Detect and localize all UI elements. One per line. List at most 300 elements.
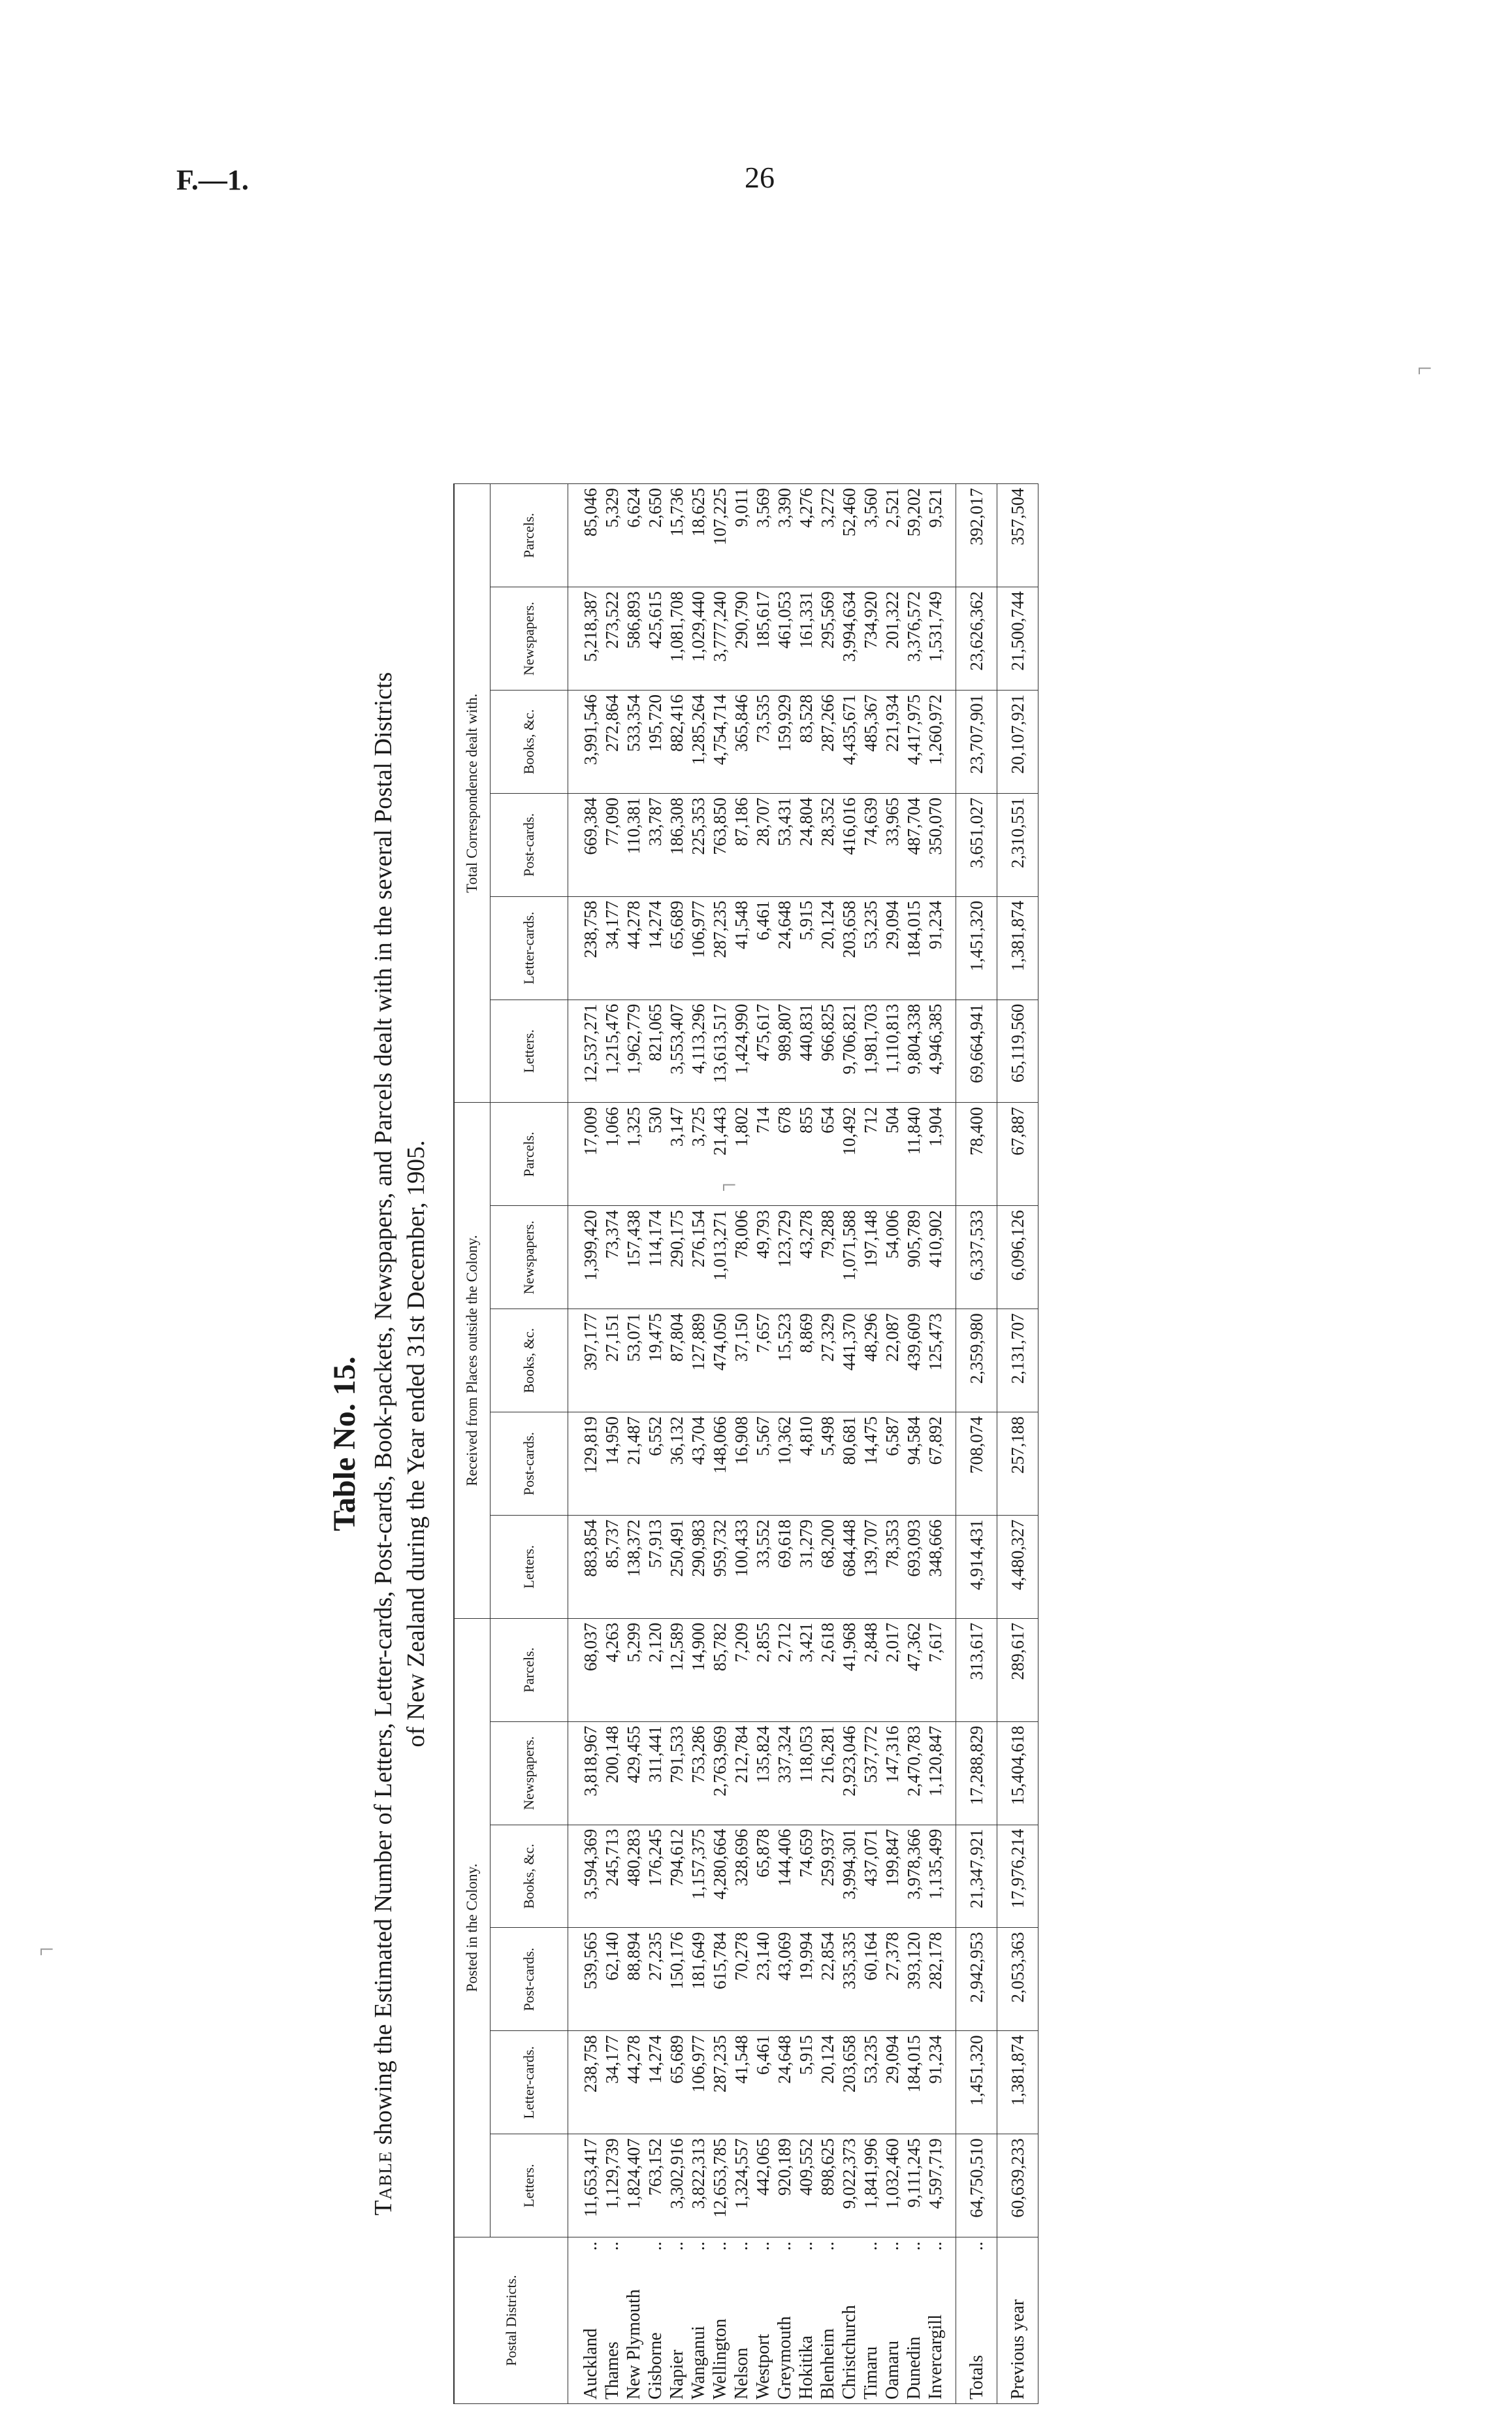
posted-value: 1,451,320	[956, 2031, 997, 2134]
posted-value: 335,335	[839, 1928, 860, 2031]
district-label: Christchurch	[839, 2305, 860, 2399]
received-value: 8,869	[796, 1309, 817, 1412]
posted-value: 147,316	[882, 1721, 903, 1825]
total-value: 734,920	[860, 587, 882, 691]
total-value: 440,831	[796, 1000, 817, 1103]
table-row	[817, 484, 839, 2404]
total-value: 34,177	[602, 896, 623, 1000]
posted-value: 144,406	[774, 1825, 796, 1928]
received-value: 27,329	[817, 1309, 839, 1412]
posted-value: 537,772	[860, 1721, 882, 1825]
total-value: 225,353	[688, 793, 709, 896]
posted-value: 6,461	[752, 2031, 774, 2134]
total-value: 106,977	[688, 896, 709, 1000]
total-value: 65,689	[666, 896, 688, 1000]
total-value: 3,569	[752, 484, 774, 587]
total-value: 3,272	[817, 484, 839, 587]
posted-value: 14,900	[688, 1618, 709, 1721]
district-name	[774, 2237, 796, 2404]
received-value: 439,609	[903, 1309, 925, 1412]
header-group-total: Total Correspondence dealt with.	[454, 484, 491, 1103]
table-row	[903, 484, 925, 2404]
received-value: 87,804	[666, 1309, 688, 1412]
total-value: 3,560	[860, 484, 882, 587]
table-row	[925, 484, 956, 2404]
posted-value: 539,565	[568, 1928, 602, 2031]
header-total-col-2: Post-cards.	[491, 793, 568, 896]
total-value: 4,113,296	[688, 1000, 709, 1103]
total-value: 33,965	[882, 793, 903, 896]
total-value: 18,625	[688, 484, 709, 587]
posted-value: 3,818,967	[568, 1721, 602, 1825]
received-value: 67,892	[925, 1412, 956, 1516]
header-posted-col-2: Post-cards.	[491, 1928, 568, 2031]
total-value: 882,416	[666, 691, 688, 794]
total-value: 6,624	[623, 484, 645, 587]
received-value: 14,950	[602, 1412, 623, 1516]
total-value: 3,991,546	[568, 691, 602, 794]
posted-value: 289,617	[997, 1618, 1038, 1721]
received-value: 714	[752, 1103, 774, 1206]
posted-value: 282,178	[925, 1928, 956, 2031]
total-value: 3,777,240	[709, 587, 731, 691]
total-value: 989,807	[774, 1000, 796, 1103]
district-label: New Plymouth	[624, 2289, 644, 2399]
total-value: 28,352	[817, 793, 839, 896]
total-value: 1,110,813	[882, 1000, 903, 1103]
total-value: 1,260,972	[925, 691, 956, 794]
header-total-col-5: Parcels.	[491, 484, 568, 587]
district-name	[796, 2237, 817, 2404]
total-value: 23,626,362	[956, 587, 997, 691]
received-value: 410,902	[925, 1206, 956, 1309]
table-row	[568, 484, 602, 2404]
page-header-reference: F.—1.	[176, 164, 249, 196]
total-value: 5,329	[602, 484, 623, 587]
total-value: 763,850	[709, 793, 731, 896]
received-value: 15,523	[774, 1309, 796, 1412]
leader-dots: ..	[732, 2241, 752, 2251]
district-name	[688, 2237, 709, 2404]
district-name	[997, 2237, 1038, 2404]
received-value: 31,279	[796, 1515, 817, 1618]
received-value: 3,725	[688, 1103, 709, 1206]
total-value: 53,431	[774, 793, 796, 896]
received-value: 1,802	[731, 1103, 752, 1206]
leader-dots: ..	[966, 2241, 987, 2251]
total-value: 3,390	[774, 484, 796, 587]
total-value: 9,521	[925, 484, 956, 587]
district-label: Totals	[966, 2354, 987, 2399]
posted-value: 24,648	[774, 2031, 796, 2134]
leader-dots: ..	[775, 2241, 795, 2251]
total-value: 41,548	[731, 896, 752, 1000]
posted-value: 62,140	[602, 1928, 623, 2031]
leader-dots: ..	[602, 2241, 622, 2251]
received-value: 21,443	[709, 1103, 731, 1206]
total-value: 3,651,027	[956, 793, 997, 896]
received-value: 49,793	[752, 1206, 774, 1309]
district-name	[645, 2237, 666, 2404]
total-value: 9,706,821	[839, 1000, 860, 1103]
leader-dots: ..	[925, 2241, 946, 2251]
leader-dots: ..	[710, 2241, 730, 2251]
received-value: 530	[645, 1103, 666, 1206]
received-value: 79,288	[817, 1206, 839, 1309]
posted-value: 181,649	[688, 1928, 709, 2031]
leader-dots: ..	[882, 2241, 903, 2251]
received-value: 290,175	[666, 1206, 688, 1309]
rotated-table-frame	[327, 470, 1228, 2417]
received-value: 43,704	[688, 1412, 709, 1516]
leader-dots: ..	[818, 2241, 838, 2251]
received-value: 7,657	[752, 1309, 774, 1412]
posted-value: 68,037	[568, 1618, 602, 1721]
district-name	[752, 2237, 774, 2404]
posted-value: 17,976,214	[997, 1825, 1038, 1928]
total-value: 365,846	[731, 691, 752, 794]
leader-dots: ..	[667, 2241, 687, 2251]
total-value: 28,707	[752, 793, 774, 896]
received-value: 257,188	[997, 1412, 1038, 1516]
posted-value: 47,362	[903, 1618, 925, 1721]
total-value: 44,278	[623, 896, 645, 1000]
total-value: 201,322	[882, 587, 903, 691]
posted-value: 88,894	[623, 1928, 645, 2031]
posted-value: 106,977	[688, 2031, 709, 2134]
received-value: 85,737	[602, 1515, 623, 1618]
total-value: 20,124	[817, 896, 839, 1000]
district-label: Auckland	[581, 2328, 601, 2399]
received-value: 80,681	[839, 1412, 860, 1516]
received-value: 69,618	[774, 1515, 796, 1618]
received-value: 4,914,431	[956, 1515, 997, 1618]
posted-value: 2,763,969	[709, 1721, 731, 1825]
caption-line-1: showing the Estimated Number of Letters, Letter-cards, Post-cards, Book-packets, Newspapers, and Parcels dealt with in the several Postal Districts	[370, 672, 397, 2145]
posted-value: 3,421	[796, 1618, 817, 1721]
posted-value: 7,617	[925, 1618, 956, 1721]
total-value: 69,664,941	[956, 1000, 997, 1103]
total-value: 185,617	[752, 587, 774, 691]
received-value: 397,177	[568, 1309, 602, 1412]
received-value: 883,854	[568, 1515, 602, 1618]
posted-value: 2,470,783	[903, 1721, 925, 1825]
received-value: 53,071	[623, 1309, 645, 1412]
leader-dots: ..	[688, 2241, 709, 2251]
district-name	[956, 2237, 997, 2404]
received-value: 6,337,533	[956, 1206, 997, 1309]
total-value: 9,011	[731, 484, 752, 587]
received-value: 10,492	[839, 1103, 860, 1206]
total-value: 9,804,338	[903, 1000, 925, 1103]
received-value: 1,013,271	[709, 1206, 731, 1309]
total-value: 110,381	[623, 793, 645, 896]
district-label: Previous year	[1007, 2299, 1028, 2399]
posted-value: 60,639,233	[997, 2134, 1038, 2237]
received-value: 78,353	[882, 1515, 903, 1618]
district-name	[709, 2237, 731, 2404]
received-value: 2,359,980	[956, 1309, 997, 1412]
received-value: 959,732	[709, 1515, 731, 1618]
table-row	[860, 484, 882, 2404]
total-value: 29,094	[882, 896, 903, 1000]
posted-value: 2,942,953	[956, 1928, 997, 2031]
leader-dots: ..	[796, 2241, 816, 2251]
received-value: 2,131,707	[997, 1309, 1038, 1412]
received-value: 712	[860, 1103, 882, 1206]
received-value: 250,491	[666, 1515, 688, 1618]
header-posted-col-3: Books, &c.	[491, 1825, 568, 1928]
header-posted-col-4: Newspapers.	[491, 1721, 568, 1825]
received-value: 36,132	[666, 1412, 688, 1516]
received-value: 474,050	[709, 1309, 731, 1412]
posted-value: 3,994,301	[839, 1825, 860, 1928]
posted-value: 7,209	[731, 1618, 752, 1721]
total-value: 195,720	[645, 691, 666, 794]
received-value: 21,487	[623, 1412, 645, 1516]
leader-dots: ..	[861, 2241, 881, 2251]
posted-value: 27,235	[645, 1928, 666, 2031]
header-received-col-2: Books, &c.	[491, 1309, 568, 1412]
posted-value: 176,245	[645, 1825, 666, 1928]
posted-value: 41,548	[731, 2031, 752, 2134]
received-value: 6,096,126	[997, 1206, 1038, 1309]
total-value: 1,285,264	[688, 691, 709, 794]
posted-value: 199,847	[882, 1825, 903, 1928]
received-value: 1,904	[925, 1103, 956, 1206]
posted-value: 14,274	[645, 2031, 666, 2134]
posted-value: 337,324	[774, 1721, 796, 1825]
posted-value: 1,381,874	[997, 2031, 1038, 2134]
posted-value: 328,696	[731, 1825, 752, 1928]
posted-value: 12,589	[666, 1618, 688, 1721]
posted-value: 118,053	[796, 1721, 817, 1825]
total-value: 159,929	[774, 691, 796, 794]
received-value: 290,983	[688, 1515, 709, 1618]
total-value: 161,331	[796, 587, 817, 691]
header-received-col-1: Post-cards.	[491, 1412, 568, 1516]
posted-value: 1,841,996	[860, 2134, 882, 2237]
table-row	[602, 484, 623, 2404]
total-value: 3,553,407	[666, 1000, 688, 1103]
posted-value: 65,878	[752, 1825, 774, 1928]
table-row	[839, 484, 860, 2404]
header-received-col-0: Letters.	[491, 1515, 568, 1618]
posted-value: 12,653,785	[709, 2134, 731, 2237]
posted-value: 74,659	[796, 1825, 817, 1928]
header-posted-col-1: Letter-cards.	[491, 2031, 568, 2134]
district-name	[602, 2237, 623, 2404]
total-value: 5,915	[796, 896, 817, 1000]
posted-value: 34,177	[602, 2031, 623, 2134]
caption-lead: Table	[370, 2151, 397, 2216]
total-value: 53,235	[860, 896, 882, 1000]
posted-value: 409,552	[796, 2134, 817, 2237]
leader-dots: ..	[581, 2241, 601, 2251]
received-value: 148,066	[709, 1412, 731, 1516]
scan-mark: ⌐	[722, 1170, 737, 1199]
total-value: 13,613,517	[709, 1000, 731, 1103]
scan-mark: ⌐	[39, 1934, 54, 1964]
posted-value: 2,618	[817, 1618, 839, 1721]
received-value: 1,399,420	[568, 1206, 602, 1309]
received-value: 1,325	[623, 1103, 645, 1206]
caption-line-2: of New Zealand during the Year ended 31st December, 1905.	[402, 1140, 430, 1748]
district-label: Greymouth	[775, 2316, 795, 2399]
district-label: Nelson	[732, 2347, 752, 2399]
district-name	[623, 2237, 645, 2404]
received-value: 19,475	[645, 1309, 666, 1412]
header-posted-col-5: Parcels.	[491, 1618, 568, 1721]
received-value: 4,810	[796, 1412, 817, 1516]
table-row	[709, 484, 731, 2404]
received-value: 78,006	[731, 1206, 752, 1309]
posted-value: 65,689	[666, 2031, 688, 2134]
posted-value: 2,017	[882, 1618, 903, 1721]
district-name	[903, 2237, 925, 2404]
received-value: 139,707	[860, 1515, 882, 1618]
received-value: 100,433	[731, 1515, 752, 1618]
received-value: 6,552	[645, 1412, 666, 1516]
table-row	[882, 484, 903, 2404]
district-label: Gisborne	[645, 2332, 666, 2399]
posted-value: 1,120,847	[925, 1721, 956, 1825]
received-value: 17,009	[568, 1103, 602, 1206]
posted-value: 615,784	[709, 1928, 731, 2031]
received-value: 504	[882, 1103, 903, 1206]
received-value: 4,480,327	[997, 1515, 1038, 1618]
posted-value: 3,822,313	[688, 2134, 709, 2237]
leader-dots: ..	[645, 2241, 666, 2251]
total-value: 184,015	[903, 896, 925, 1000]
posted-value: 1,032,460	[882, 2134, 903, 2237]
posted-value: 5,915	[796, 2031, 817, 2134]
posted-value: 5,299	[623, 1618, 645, 1721]
posted-value: 442,065	[752, 2134, 774, 2237]
total-value: 15,736	[666, 484, 688, 587]
posted-value: 4,280,664	[709, 1825, 731, 1928]
total-value: 295,569	[817, 587, 839, 691]
table-row	[623, 484, 645, 2404]
received-value: 1,066	[602, 1103, 623, 1206]
district-name	[731, 2237, 752, 2404]
total-value: 821,065	[645, 1000, 666, 1103]
received-value: 16,908	[731, 1412, 752, 1516]
header-total-col-4: Newspapers.	[491, 587, 568, 691]
posted-value: 313,617	[956, 1618, 997, 1721]
posted-value: 53,235	[860, 2031, 882, 2134]
received-value: 138,372	[623, 1515, 645, 1618]
total-value: 392,017	[956, 484, 997, 587]
posted-value: 259,937	[817, 1825, 839, 1928]
total-value: 238,758	[568, 896, 602, 1000]
posted-value: 480,283	[623, 1825, 645, 1928]
posted-value: 2,848	[860, 1618, 882, 1721]
district-name	[882, 2237, 903, 2404]
posted-value: 15,404,618	[997, 1721, 1038, 1825]
total-value: 487,704	[903, 793, 925, 896]
received-value: 708,074	[956, 1412, 997, 1516]
received-value: 441,370	[839, 1309, 860, 1412]
district-label: Dunedin	[904, 2336, 924, 2399]
total-value: 21,500,744	[997, 587, 1038, 691]
header-postal-districts: Postal Districts.	[454, 2237, 568, 2404]
received-value: 37,150	[731, 1309, 752, 1412]
total-value: 290,790	[731, 587, 752, 691]
posted-value: 287,235	[709, 2031, 731, 2134]
posted-value: 23,140	[752, 1928, 774, 2031]
total-value: 91,234	[925, 896, 956, 1000]
district-label: Blenheim	[818, 2328, 838, 2399]
district-label: Napier	[667, 2349, 687, 2399]
total-value: 1,451,320	[956, 896, 997, 1000]
district-name	[817, 2237, 839, 2404]
posted-value: 311,441	[645, 1721, 666, 1825]
district-name	[839, 2237, 860, 2404]
header-received-col-3: Newspapers.	[491, 1206, 568, 1309]
total-value: 2,310,551	[997, 793, 1038, 896]
posted-value: 203,658	[839, 2031, 860, 2134]
total-value: 20,107,921	[997, 691, 1038, 794]
total-value: 24,804	[796, 793, 817, 896]
total-value: 485,367	[860, 691, 882, 794]
posted-value: 11,653,417	[568, 2134, 602, 2237]
total-value: 425,615	[645, 587, 666, 691]
district-name	[568, 2237, 602, 2404]
scan-mark: ⌐	[1417, 353, 1432, 383]
posted-value: 41,968	[839, 1618, 860, 1721]
posted-value: 2,855	[752, 1618, 774, 1721]
received-value: 114,174	[645, 1206, 666, 1309]
posted-value: 135,824	[752, 1721, 774, 1825]
posted-value: 4,263	[602, 1618, 623, 1721]
posted-value: 21,347,921	[956, 1825, 997, 1928]
total-value: 12,537,271	[568, 1000, 602, 1103]
posted-value: 60,164	[860, 1928, 882, 2031]
posted-value: 1,135,499	[925, 1825, 956, 1928]
received-value: 6,587	[882, 1412, 903, 1516]
posted-value: 898,625	[817, 2134, 839, 2237]
posted-value: 44,278	[623, 2031, 645, 2134]
posted-value: 150,176	[666, 1928, 688, 2031]
header-group-posted: Posted in the Colony.	[454, 1618, 491, 2237]
total-value: 59,202	[903, 484, 925, 587]
total-value: 461,053	[774, 587, 796, 691]
posted-value: 184,015	[903, 2031, 925, 2134]
posted-value: 20,124	[817, 2031, 839, 2134]
posted-value: 200,148	[602, 1721, 623, 1825]
total-value: 669,384	[568, 793, 602, 896]
received-value: 68,200	[817, 1515, 839, 1618]
posted-value: 437,071	[860, 1825, 882, 1928]
total-value: 272,864	[602, 691, 623, 794]
total-value: 1,962,779	[623, 1000, 645, 1103]
received-value: 11,840	[903, 1103, 925, 1206]
posted-value: 4,597,719	[925, 2134, 956, 2237]
posted-value: 2,923,046	[839, 1721, 860, 1825]
received-value: 123,729	[774, 1206, 796, 1309]
total-value: 1,215,476	[602, 1000, 623, 1103]
received-value: 78,400	[956, 1103, 997, 1206]
total-value: 2,650	[645, 484, 666, 587]
posted-value: 393,120	[903, 1928, 925, 2031]
total-value: 350,070	[925, 793, 956, 896]
total-value: 586,893	[623, 587, 645, 691]
posted-value: 43,069	[774, 1928, 796, 2031]
posted-value: 17,288,829	[956, 1721, 997, 1825]
page-number: 26	[745, 161, 775, 194]
received-value: 3,147	[666, 1103, 688, 1206]
